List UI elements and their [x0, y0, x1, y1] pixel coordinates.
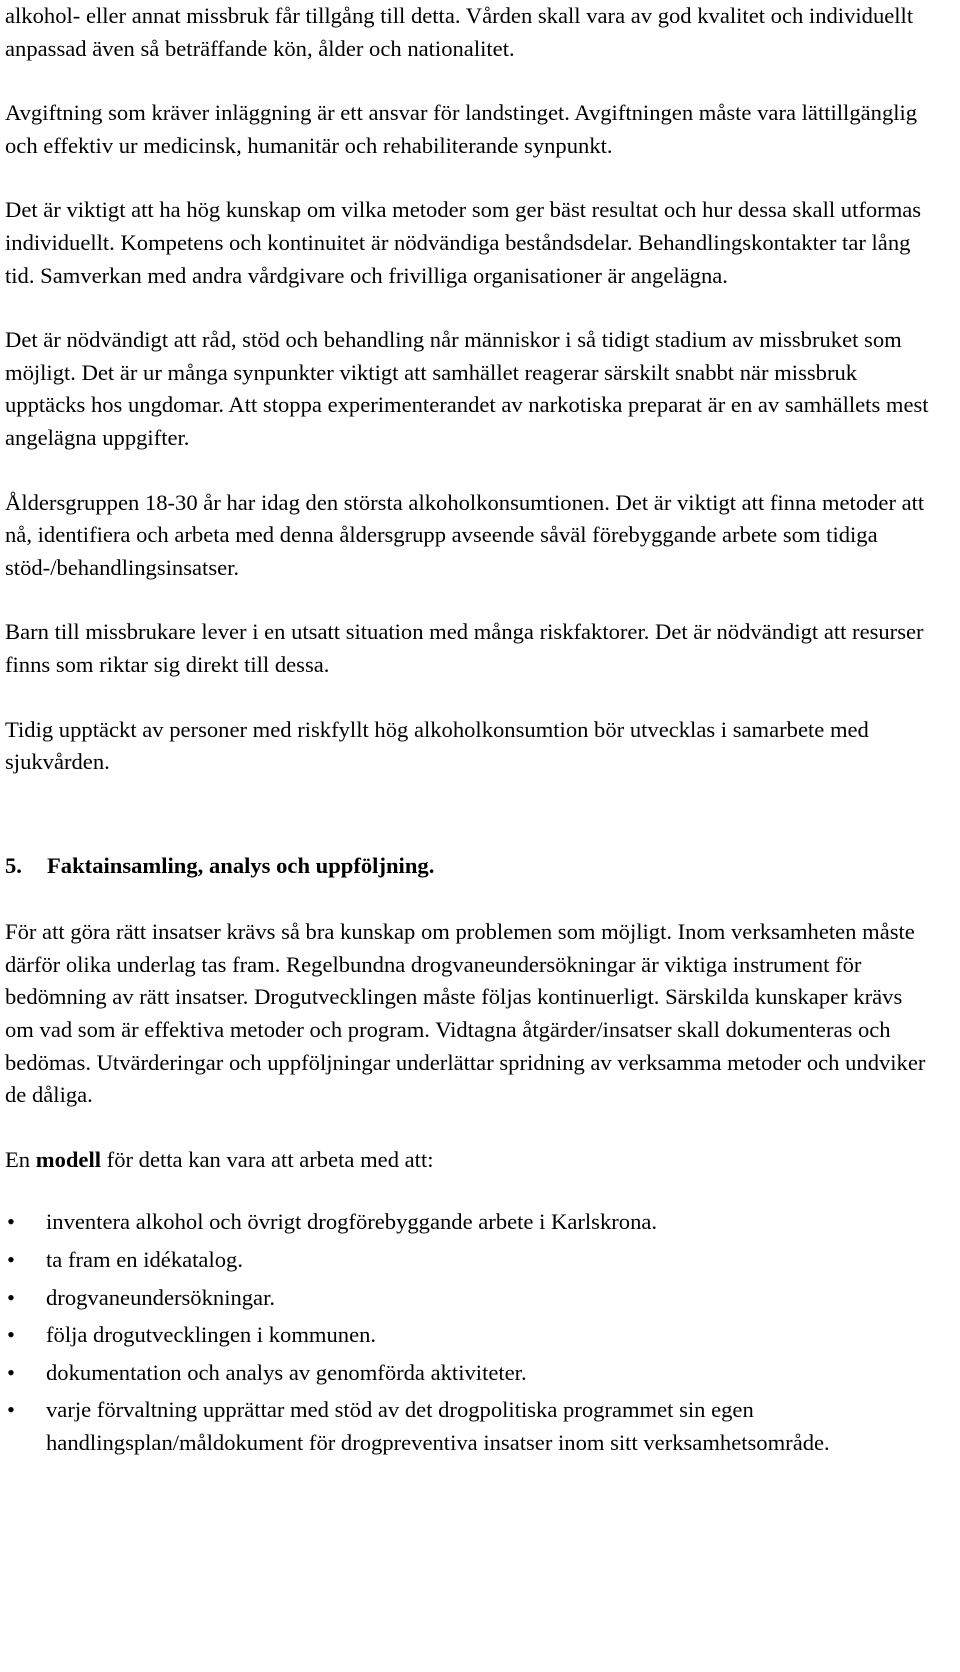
paragraph-faktainsamling: För att göra rätt insatser krävs så bra kunskap om problemen som möjligt. Inom verksamheten måste därför olika underlag tas fram. Regelbundna drogvaneundersökningar är viktiga instrument för bedömning av rätt insatser. Drogutvecklingen måste följas kontinuerligt. Särskilda kunskaper krävs om vad som är effektiva metoder och program. Vidtagna åtgärder/insatser skall dokumenteras och bedömas. Utvärderingar och uppföljningar underlättar spridning av verksamma metoder och undviker de dåliga. — [5, 919, 926, 1108]
section-number: 5. — [5, 852, 22, 878]
bullet-icon: • — [7, 1284, 15, 1310]
paragraph-avgiftning: Avgiftning som kräver inläggning är ett ansvar för landstinget. Avgiftningen måste vara lättillgänglig och effektiv ur medicinsk, humanitär och rehabiliterande synpunkt. — [5, 100, 918, 158]
paragraph-vard-kvalitet: alkohol- eller annat missbruk får tillgång till detta. Vården skall vara av god kvalitet och individuellt anpassad även så beträffande kön, ålder och nationalitet. — [5, 3, 914, 61]
bullet-icon: • — [7, 1322, 15, 1348]
list-item-text: ta fram en idékatalog. — [46, 1247, 243, 1273]
list-item-text: dokumentation och analys av genomförda aktiviteter. — [46, 1359, 527, 1385]
paragraph-aldersgruppen: Åldersgruppen 18-30 år har idag den största alkoholkonsumtionen. Det är viktigt att finna metoder att nå, identifiera och arbeta med denna åldersgrupp avseende såväl förebyggande arbete som tidiga stöd-/behandlingsinsatser. — [5, 489, 925, 580]
modell-intro-post: för detta kan vara att arbeta med att: — [101, 1146, 434, 1172]
bullet-icon: • — [7, 1247, 15, 1273]
paragraph-barn-till-missbrukare: Barn till missbrukare lever i en utsatt situation med många riskfaktorer. Det är nödvändigt att resurser finns som riktar sig direkt till dessa. — [5, 619, 924, 677]
paragraph-tidigt-stadium: Det är nödvändigt att råd, stöd och behandling når människor i så tidigt stadium av missbruket som möjligt. Det är ur många synpunkter viktigt att samhället reagerar särskilt snabbt när missbruk upptäcks hos ungdomar. Att stoppa experimenterandet av narkotiska preparat är en av samhällets mest angelägna uppgifter. — [5, 327, 929, 450]
list-item-text: drogvaneundersökningar. — [46, 1284, 276, 1310]
list-item-text: varje förvaltning upprättar med stöd av det drogpolitiska programmet sin egen handlingsplan/måldokument för drogpreventiva insatser inom sitt verksamhetsområde. — [46, 1397, 830, 1455]
list-item — [5, 1206, 936, 1239]
bullet-icon: • — [7, 1397, 15, 1423]
list-item — [5, 1282, 936, 1315]
modell-intro-bold: modell — [35, 1146, 102, 1172]
modell-intro-pre: En — [5, 1146, 36, 1172]
list-item — [5, 1357, 936, 1390]
list-item — [5, 1319, 936, 1352]
bullet-icon: • — [7, 1359, 15, 1385]
list-item — [5, 1394, 936, 1459]
list-item — [5, 1244, 936, 1277]
bullet-icon: • — [7, 1209, 15, 1235]
paragraph-tidig-upptackt: Tidig upptäckt av personer med riskfyllt hög alkoholkonsumtion bör utvecklas i samarbete med sjukvården. — [5, 716, 869, 775]
list-item-text: följa drogutvecklingen i kommunen. — [46, 1322, 377, 1348]
section-heading — [5, 850, 935, 883]
modell-list — [5, 1206, 960, 1459]
list-item-text: inventera alkohol och övrigt drogförebyggande arbete i Karlskrona. — [46, 1209, 658, 1235]
section-title: Faktainsamling, analys och uppföljning. — [47, 852, 435, 878]
paragraph-modell-intro — [5, 1144, 935, 1177]
paragraph-kunskap-metoder: Det är viktigt att ha hög kunskap om vilka metoder som ger bäst resultat och hur dessa skall utformas individuellt. Kompetens och kontinuitet är nödvändiga beståndsdelar. Behandlingskontakter tar lång tid. Samverkan med andra vårdgivare och frivilliga organisationer är angelägna. — [5, 197, 922, 288]
